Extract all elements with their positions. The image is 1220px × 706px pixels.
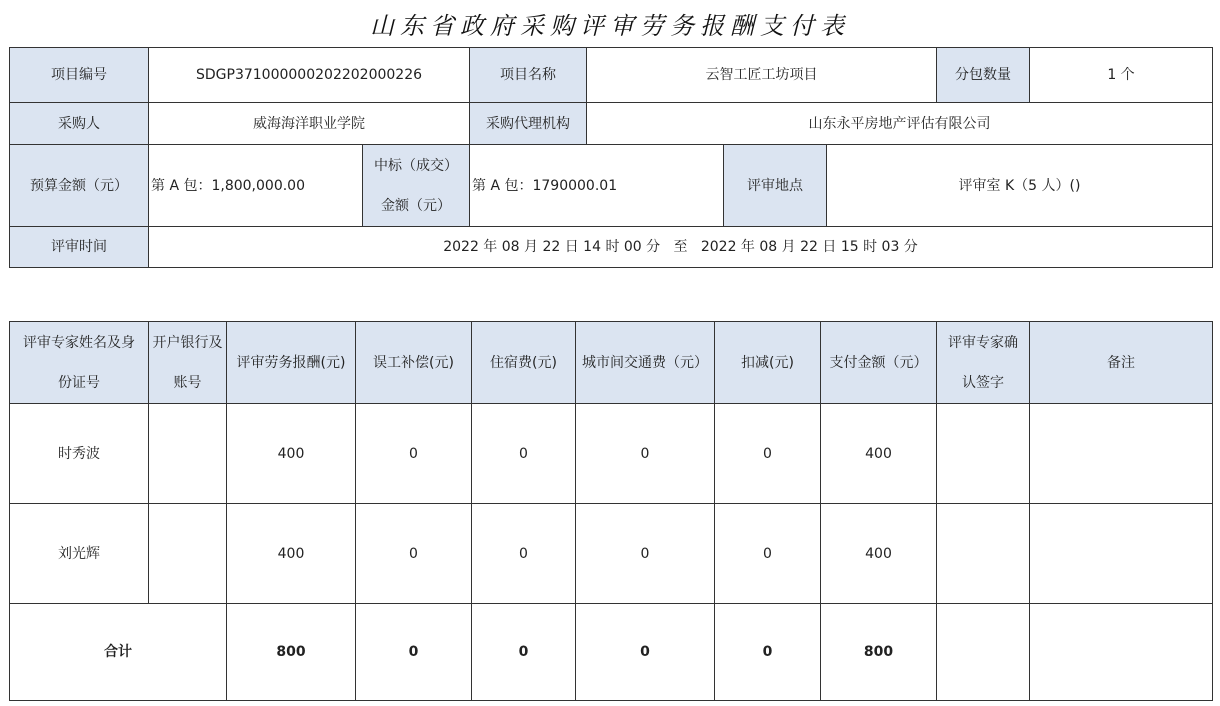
total-lodging: 0 (472, 604, 576, 701)
venue-label: 评审地点 (724, 145, 827, 227)
total-transport: 0 (576, 604, 715, 701)
table-row (10, 504, 1213, 604)
agency-label: 采购代理机构 (470, 103, 587, 145)
venue-value: 评审室 K（5 人）() (827, 145, 1213, 227)
total-signature (937, 604, 1030, 701)
time-value: 2022 年 08 月 22 日 14 时 00 分 至 2022 年 08 月 22 日 15 时 03 分 (149, 227, 1213, 268)
payment-cell: 400 (821, 404, 937, 504)
project-name-label: 项目名称 (470, 48, 587, 103)
lot-count-label: 分包数量 (937, 48, 1030, 103)
payment-cell: 400 (821, 504, 937, 604)
payment-table (9, 321, 1213, 701)
award-label-line: 中标（成交） (374, 157, 458, 174)
lodging-cell: 0 (472, 504, 576, 604)
project-no-value: SDGP371000000202202000226 (149, 48, 470, 103)
signature-cell (937, 404, 1030, 504)
remark-cell (1030, 504, 1213, 604)
project-name-value: 云智工匠工坊项目 (587, 48, 937, 103)
budget-value: 第 A 包：1,800,000.00 (149, 145, 363, 227)
lot-count-value: 1 个 (1030, 48, 1213, 103)
header-line: 认签字 (962, 374, 1004, 391)
deduction-cell: 0 (715, 504, 821, 604)
expert-name: 时秀波 (10, 404, 149, 504)
header-line: 账号 (173, 374, 202, 391)
info-row (10, 145, 1213, 227)
budget-label: 预算金额（元） (10, 145, 149, 227)
purchaser-label: 采购人 (10, 103, 149, 145)
header-signature (937, 322, 1030, 404)
header-deduction: 扣减(元) (715, 322, 821, 404)
bank-account (149, 404, 227, 504)
agency-value: 山东永平房地产评估有限公司 (587, 103, 1213, 145)
total-deduction: 0 (715, 604, 821, 701)
remark-cell (1030, 404, 1213, 504)
header-row (10, 322, 1213, 404)
page-title: 山东省政府采购评审劳务报酬支付表 (370, 12, 850, 40)
header-lodging: 住宿费(元) (472, 322, 576, 404)
header-remark: 备注 (1030, 322, 1213, 404)
total-row (10, 604, 1213, 701)
header-line: 评审专家姓名及身 (23, 334, 135, 351)
purchaser-value: 威海海洋职业学院 (149, 103, 470, 145)
info-row (10, 48, 1213, 103)
header-line: 开户银行及 (152, 334, 223, 351)
bank-account (149, 504, 227, 604)
total-payment: 800 (821, 604, 937, 701)
total-remark (1030, 604, 1213, 701)
header-fee: 评审劳务报酬(元) (227, 322, 356, 404)
total-label: 合计 (10, 604, 227, 701)
fee-cell: 400 (227, 504, 356, 604)
project-no-label: 项目编号 (10, 48, 149, 103)
header-expert-name (10, 322, 149, 404)
total-compensation: 0 (356, 604, 472, 701)
deduction-cell: 0 (715, 404, 821, 504)
info-row (10, 227, 1213, 268)
transport-cell: 0 (576, 504, 715, 604)
project-info-table (9, 47, 1213, 268)
award-label (363, 145, 470, 227)
signature-cell (937, 504, 1030, 604)
time-label: 评审时间 (10, 227, 149, 268)
table-row (10, 404, 1213, 504)
info-row (10, 103, 1213, 145)
lodging-cell: 0 (472, 404, 576, 504)
fee-cell: 400 (227, 404, 356, 504)
header-line: 评审专家确 (948, 334, 1018, 351)
transport-cell: 0 (576, 404, 715, 504)
compensation-cell: 0 (356, 404, 472, 504)
compensation-cell: 0 (356, 504, 472, 604)
total-fee: 800 (227, 604, 356, 701)
header-payment: 支付金额（元） (821, 322, 937, 404)
header-line: 份证号 (58, 374, 100, 391)
expert-name: 刘光辉 (10, 504, 149, 604)
award-value: 第 A 包：1790000.01 (470, 145, 724, 227)
header-transport: 城市间交通费（元） (576, 322, 715, 404)
header-bank-account (149, 322, 227, 404)
header-compensation: 误工补偿(元) (356, 322, 472, 404)
award-label-line: 金额（元） (381, 197, 451, 214)
